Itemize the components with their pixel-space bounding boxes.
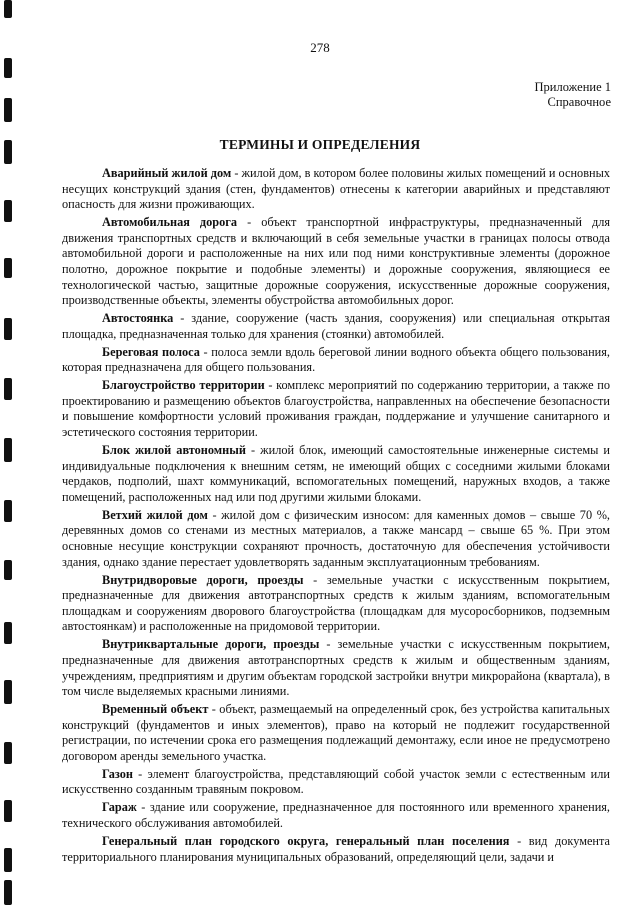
term-definition: - здание или сооружение, предназначенное для постоянного или временного хранения, технического обслуживания автомобилей. [62, 800, 610, 831]
binding-mark [4, 800, 12, 822]
page-number: 278 [310, 40, 330, 55]
term-entry [62, 215, 610, 309]
term-name: Блок жилой автономный [102, 443, 246, 458]
term-definition: - объект транспортной инфраструктуры, предназначенный для движения транспортных средств и включающий в себя земельные участки в границах полосы отвода автомобильной дороги и расположенные на них или под ними конструктивные элементы (дорожное полотно, дорожное покрытие и подобные элементы) и дорожные сооружения, являющиеся ее технологической частью, защитные дорожные сооружения, искусственные дорожные сооружения, производственные объекты, элементы обустройства автомобильных дорог. [62, 215, 610, 308]
term-entry [62, 378, 610, 440]
binding-mark [4, 680, 12, 704]
binding-mark [4, 318, 12, 340]
term-definition: - вид документа территориального планирования муниципальных образований, определяющий цели, задачи и [62, 834, 610, 864]
term-name: Автомобильная дорога [102, 215, 238, 230]
term-entry [62, 767, 610, 798]
term-definition: - здание, сооружение (часть здания, сооружения) или специальная открытая площадка, предназначенная только для хранения (стоянки) автомобилей. [62, 311, 610, 341]
term-entry [62, 166, 610, 213]
binding-mark [4, 98, 12, 122]
appendix-number: Приложение 1 [534, 80, 611, 94]
term-definition: - земельные участки с искусственным покрытием, предназначенные для движения автотранспортных средств к жилым и общественным зданиям, учреждениям, предприятиям и другим объектам городской застройки внутри микрорайона (квартала), в том числе выделяемых красными линиями. [62, 637, 610, 699]
section-heading: ТЕРМИНЫ И ОПРЕДЕЛЕНИЯ [219, 137, 421, 152]
term-name: Временный объект [102, 702, 209, 717]
term-name: Автостоянка [102, 311, 174, 326]
term-entry [62, 345, 610, 376]
term-definition: - элемент благоустройства, представляющий собой участок земли с естественным или искусственно созданным травяным покровом. [62, 766, 610, 797]
term-entry [62, 443, 610, 505]
term-name: Газон [102, 766, 133, 781]
term-definition: - земельные участки с искусственным покрытием, предназначенные для движения автотранспортных средств к жилым зданиям, вспомогательным площадкам и сооружениям дворового благоустройства (площадкам для мусоросборников, подземным автостоянкам) и расположенные на придомовой территории. [62, 572, 610, 634]
binding-mark [4, 622, 12, 644]
binding-mark [4, 560, 12, 580]
term-name: Береговая полоса [102, 344, 200, 359]
binding-mark [4, 378, 12, 400]
term-name: Внутриквартальные дороги, проезды [102, 637, 320, 652]
term-definition: - объект, размещаемый на определенный срок, без устройства капитальных конструкций (фундаментов и иных элементов), право на который не подлежит государственной регистрации, по истечении срока его размещения подлежащий демонтажу, если иное не предусмотрено договором аренды земельного участка. [62, 702, 610, 763]
term-entry [62, 311, 610, 342]
term-entry [62, 637, 610, 699]
term-name: Аварийный жилой дом [102, 166, 232, 180]
term-entry [62, 573, 610, 635]
appendix-type: Справочное [547, 95, 611, 109]
appendix-label [535, 80, 611, 110]
term-definition: - жилой дом с физическим износом: для каменных домов – свыше 70 %, деревянных домов со стенами из местных материалов, а также мансард – свыше 65 %. При этом основные несущие конструкции сохраняют прочность, достаточную для обеспечения устойчивости здания, однако здание перестает удовлетворять заданным эксплуатационным требованиям. [62, 507, 611, 569]
term-entry [62, 800, 610, 831]
binding-mark [4, 58, 12, 78]
term-definition: - полоса земли вдоль береговой линии водного объекта общего пользования, которая предназначена для общего пользования. [62, 344, 610, 375]
terms-list [62, 166, 610, 868]
binding-mark [4, 848, 12, 872]
term-name: Гараж [102, 800, 137, 815]
term-name: Благоустройство территории [102, 378, 265, 393]
term-definition: - комплекс мероприятий по содержанию территории, а также по проектированию и размещению объектов благоустройства, направленных на обеспечение безопасности и повышение комфортности условий проживания граждан, поддержание и улучшение санитарного и эстетического состояния территории. [62, 378, 610, 440]
term-name: Ветхий жилой дом [102, 507, 208, 522]
binding-mark [4, 258, 12, 278]
term-entry [62, 702, 610, 764]
binding-mark [4, 880, 12, 905]
term-name: Внутридворовые дороги, проезды [102, 572, 304, 587]
term-name: Генеральный план городского округа, генеральный план поселения [102, 834, 510, 849]
binding-mark [4, 500, 12, 522]
term-entry [62, 508, 610, 570]
binding-holes [4, 0, 13, 905]
binding-mark [4, 200, 12, 222]
term-definition: - жилой блок, имеющий самостоятельные инженерные системы и индивидуальные подключения к внешним сетям, не имеющий общих с соседними жилыми блоками чердаков, подполий, шахт коммуникаций, вспомогательных помещений, наружных входов, а также помещений, расположенных над или под другими жилыми блоками. [62, 443, 610, 504]
term-definition: - жилой дом, в котором более половины жилых помещений и основных несущих конструкций здания (стен, фундаментов) отнесены к категории аварийных и представляют опасность для жизни проживающих. [62, 166, 610, 212]
binding-mark [4, 0, 12, 18]
binding-mark [4, 438, 12, 462]
binding-mark [4, 742, 12, 764]
term-entry [62, 834, 610, 865]
